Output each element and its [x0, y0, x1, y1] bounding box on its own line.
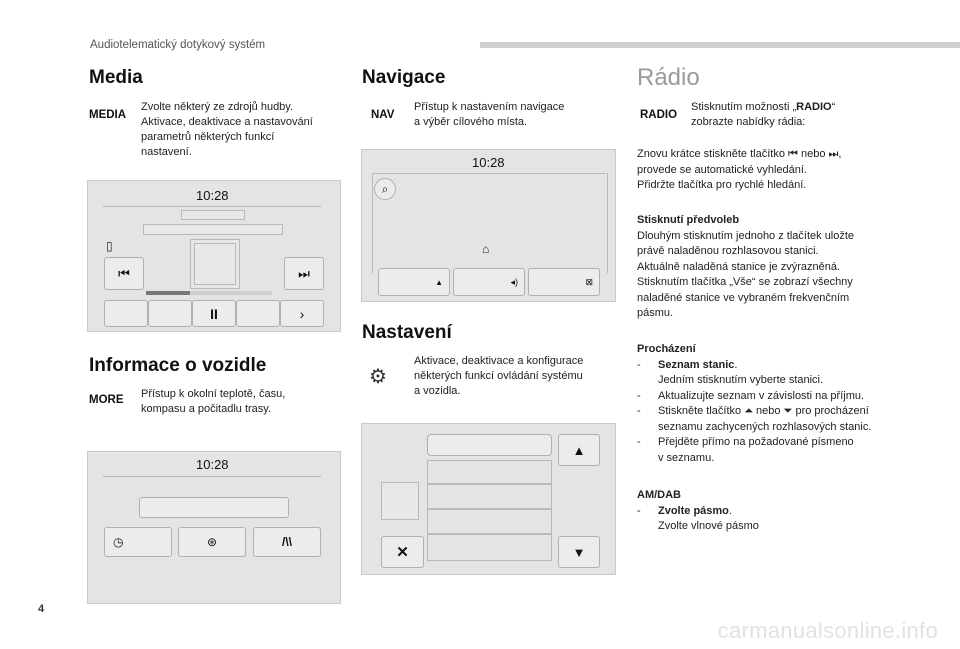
vehicle-title: Informace o vozidle — [89, 355, 267, 376]
media-option-2-button[interactable] — [148, 300, 192, 327]
device-icon: ▯ — [106, 239, 113, 253]
search-destination-icon[interactable]: ⌕ — [374, 178, 396, 200]
screen-time: 10:28 — [472, 155, 505, 170]
map-orientation-button[interactable]: ▲ — [378, 268, 450, 296]
compass-icon[interactable]: ⊛ — [178, 527, 246, 557]
media-title: Media — [89, 67, 143, 88]
previous-track-button[interactable]: ⏮ — [104, 257, 144, 290]
trip-meter-icon[interactable]: /\\ — [253, 527, 321, 557]
vehicle-description: Přístup k okolní teplotě, času, kompasu a počitadlu trasy. — [141, 388, 286, 415]
media-keyword: MEDIA — [89, 109, 127, 121]
settings-list-item[interactable] — [427, 534, 552, 561]
settings-screen — [361, 423, 616, 575]
browse-heading: Procházení — [637, 343, 696, 355]
media-option-3-button[interactable] — [236, 300, 280, 327]
scroll-up-button[interactable]: ▲ — [558, 434, 600, 466]
progress-fill — [146, 291, 190, 295]
scroll-down-button[interactable]: ▼ — [558, 536, 600, 568]
presets-heading: Stisknutí předvoleb — [637, 214, 740, 226]
watermark: carmanualsonline.info — [717, 618, 938, 643]
artist-field — [143, 224, 283, 235]
vehicle-info-field[interactable] — [139, 497, 289, 518]
settings-list-item[interactable] — [427, 484, 552, 509]
media-screen — [87, 180, 341, 332]
page-number: 4 — [38, 603, 45, 615]
traffic-icon[interactable]: ⊠ — [528, 268, 600, 296]
settings-header-field[interactable] — [427, 434, 552, 456]
radio-amdab-section: AM/DAB - Zvolte pásmo. Zvolte vlnové pásmo — [637, 488, 882, 535]
navigation-screen — [361, 149, 616, 302]
settings-title: Nastavení — [362, 322, 452, 343]
radio-search-text: Znovu krátce stiskněte tlačítko ⏮ nebo ⏭, provede se automatické vyhledání. Přidržte tlačítka pro rychlé hledání. — [637, 148, 842, 191]
media-description: Zvolte některý ze zdrojů hudby. Aktivace, deaktivace a nastavování parametrů některých funkcí nastavení. — [141, 101, 313, 158]
radio-browse-section: Procházení - Seznam stanic. Jedním stisknutím vyberte stanici. - Aktualizujte seznam v závislosti na příjmu. - Stiskněte tlačítko ⏶ nebo ⏷ pro procházení seznamu zachycených rozhlasových stanic. - Přejděte přímo na požadované písmeno v seznamu. — [637, 342, 882, 466]
radio-presets-section: Stisknutí předvoleb Dlouhým stisknutím jednoho z tlačítek uložte právě naladěnou rozhlasovou stanici. Aktuálně naladěná stanice je zvýrazněná. Stisknutím tlačítka „Vše“ se zobrazí všechny naladěné stanice ve vybraném frekvenčním pásmu. — [637, 213, 882, 322]
chevron-right-icon[interactable]: › — [280, 300, 324, 327]
settings-list-item[interactable] — [427, 509, 552, 534]
radio-keyword: RADIO — [640, 109, 678, 121]
settings-description: Aktivace, deaktivace a konfigurace některých funkcí ovládání systému a vozidla. — [414, 355, 584, 397]
clock-icon[interactable]: ◷ — [104, 527, 172, 557]
amdab-heading: AM/DAB — [637, 489, 681, 501]
navigation-description: Přístup k nastavením navigace a výběr cílového místa. — [414, 101, 565, 128]
navigation-title: Navigace — [362, 67, 446, 88]
vehicle-screen — [87, 451, 341, 604]
pause-button[interactable]: II — [192, 300, 236, 327]
close-icon[interactable]: ✕ — [381, 536, 424, 568]
track-title-field — [181, 210, 245, 220]
volume-icon[interactable]: ◂) — [453, 268, 525, 296]
gear-icon: ⚙ — [369, 366, 387, 388]
progress-track[interactable] — [146, 291, 272, 295]
screen-time: 10:28 — [196, 457, 229, 472]
header-bar — [480, 42, 960, 48]
screen-time: 10:28 — [196, 188, 229, 203]
vehicle-position-icon: ⌂ — [482, 242, 490, 256]
radio-intro: Stisknutím možnosti „RADIO“ zobrazte nabídky rádia: — [691, 101, 836, 128]
navigation-keyword: NAV — [371, 109, 395, 121]
header-title: Audiotelematický dotykový systém — [90, 39, 266, 51]
next-track-button[interactable]: ⏭ — [284, 257, 324, 290]
settings-preview — [381, 482, 419, 520]
radio-title: Rádio — [637, 64, 700, 91]
settings-list-item[interactable] — [427, 460, 552, 484]
vehicle-keyword: MORE — [89, 394, 124, 406]
media-option-1-button[interactable] — [104, 300, 148, 327]
